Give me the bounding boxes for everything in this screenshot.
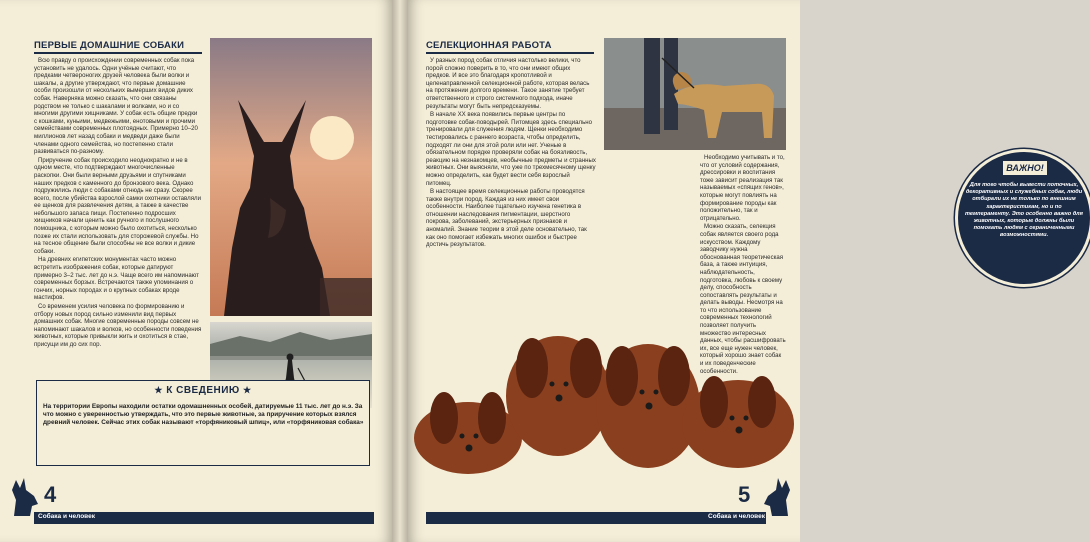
guide-dog-photo xyxy=(604,38,786,150)
left-heading-underline xyxy=(34,52,202,54)
book-gutter xyxy=(392,0,408,542)
left-text-column xyxy=(34,57,202,350)
info-box-title: К СВЕДЕНИЮ xyxy=(166,385,240,396)
shepherd-dog-logo-icon xyxy=(8,476,42,516)
right-heading-underline xyxy=(426,52,594,54)
right-heading: СЕЛЕКЦИОННАЯ РАБОТА xyxy=(426,40,552,51)
right-paragraph-5: Можно сказать, селекция собак является своего рода искусством. Каждому заводчику нужна обоснованная теоретическая база, а также интуиция, наблюдательность, подготовка, любовь к своему делу, способность сопоставлять результаты и делать выводы. Несмотря на то что использование современных технологий позволяет получить множество интересных данных, чтобы расшифровать их, все еще нужен человек, который хорошо знает собак и их поведенческие особенности. xyxy=(700,223,786,375)
right-page xyxy=(408,0,1083,542)
left-paragraph-2: Приручение собак происходило неоднократно и не в одном месте, что подтверждают многочисленные раскопки. Они были верными друзьями и спутниками наших предков с каменного до бронзового века. Однако подружились люди с собаками отнюдь не сразу. Скорее всего, после убийства взрослой самки охотники оставляли ее щенков для развлечения детям, а также в качестве небольшого запаса пищи. Постепенно подросших хищников начали ценить как ручного и послушного помощника, с которым можно было охотиться, несколько позже их стали использовать для сторожевой службы. Но на тесное общение были способны не все волки и дикие собаки. xyxy=(34,156,201,255)
important-badge-title: ВАЖНО! xyxy=(1002,160,1048,176)
right-page-number: 5 xyxy=(738,482,751,507)
left-paragraph-4: Со временем усилия человека по формированию и отбору новых пород сильно изменили вид первых домашних собак. Многие современные породы совсем не напоминают шакалов и волков, но особенности поведения животных, которые привыкли жить и охотиться в стае, присущи им до сих пор. xyxy=(34,303,202,348)
right-paragraph-3: В настоящее время селекционные работы проводятся также внутри пород. Каждая из них имеет свои особенности. Наиболее тщательно изучена генетика в отношении наследования пигментации, шерстного покрова, заболеваний, экстерьерных признаков и аномалий. Знание теории в этой деле основательно, так как оно помогает избежать многих ошибок и быстрее достичь результатов. xyxy=(426,188,587,249)
info-box-title-row xyxy=(37,385,369,396)
star-icon: ★ xyxy=(243,385,252,395)
info-box-text: На территории Европы находили остатки одомашненных особей, датируемые 11 тыс. лет до н.э. За что можно с уверенностью утверждать, что это первые животные, за приручение которых взялся древний человек. Сейчас этих собак называют «торфяниковый шпиц», или «торфяниковая собака» xyxy=(43,403,364,427)
right-paragraph-2: В начале XX века появились первые центры по подготовке собак-поводырей. Питомцев здесь специально тренировали для служения людям. Щенки необходимо тестировались с раннего возраста, чтобы определить, подходят ли они для этой роли или нет. Ученые в обязательном порядке проверяли собак на боязливость, реакцию на незнакомцев, необычные предметы и странных животных. Они выясняли, что уже по трехмесячному щенку можно определить, как будет вести себя взрослый питомец. xyxy=(426,111,596,187)
important-badge-text: Для того чтобы вывести поточных, декоративных и служебных собак, люди отбирали их не только по внешним характеристикам, но и по темпераменту. Это особенно важно для животных, которые должны были помогать людям с ограниченными возможностями. xyxy=(965,182,1083,239)
left-page-number: 4 xyxy=(44,482,57,507)
anubis-sunset-photo xyxy=(210,38,372,316)
left-page xyxy=(0,0,392,542)
left-paragraph-3: На древних египетских монументах часто можно встретить изображения собак, которые датируют примерно 3–2 тыс. лет до н.э. Чаще всего им напоминают современных борзых. Встречаются также упоминания о гончих, норных породах и о крупных собаках вроде мастифов. xyxy=(34,256,199,302)
star-icon: ★ xyxy=(154,385,163,395)
right-paragraph-1: У разных пород собак отличия настолько велики, что порой сложно поверить в то, что они имеют общих предков. И все это благодаря кропотливой и целенаправленной селекционной работе, которая велась на протяжении долгого времени. Такое занятие требует ответственного и строго системного подхода, иначе результаты могут быть непредсказуемы. xyxy=(426,57,590,110)
shepherd-dog-logo-icon xyxy=(760,476,794,516)
right-text-column-1 xyxy=(426,57,596,250)
left-heading: ПЕРВЫЕ ДОМАШНИЕ СОБАКИ xyxy=(34,40,185,51)
right-footer-label: Собака и человек xyxy=(708,513,765,520)
left-footer-label: Собака и человек xyxy=(38,513,95,520)
right-paragraph-4: Необходимо учитывать и то, что от условий содержания, дрессировки и воспитания тоже зависит реализация так называемых «спящих генов», которые могут повлиять на формирование породы как положительно, так и отрицательно. xyxy=(700,154,785,222)
dachshund-puppies-photo xyxy=(408,306,800,486)
info-box xyxy=(36,380,370,466)
left-paragraph-1: Всю правду о происхождении современных собак пока установить не удалось. Одни учёные считают, что предками четвероногих друзей человека были волки и шакалы, а другие утверждают, что первые домашние особи произошли от нескольких вымерших видов диких собак. Наверняка можно сказать, что они связаны родством не только с шакалами и волками, но и со многими другими хищниками. У собак есть общие предки с кошками, куньими, медвежьими, енотовыми и прочими семействами современных плотоядных. Примерно 10–20 миллионов лет назад собаки и медведи даже были членами одного семейства, но постепенно стали развиваться по-разному. xyxy=(34,57,198,156)
